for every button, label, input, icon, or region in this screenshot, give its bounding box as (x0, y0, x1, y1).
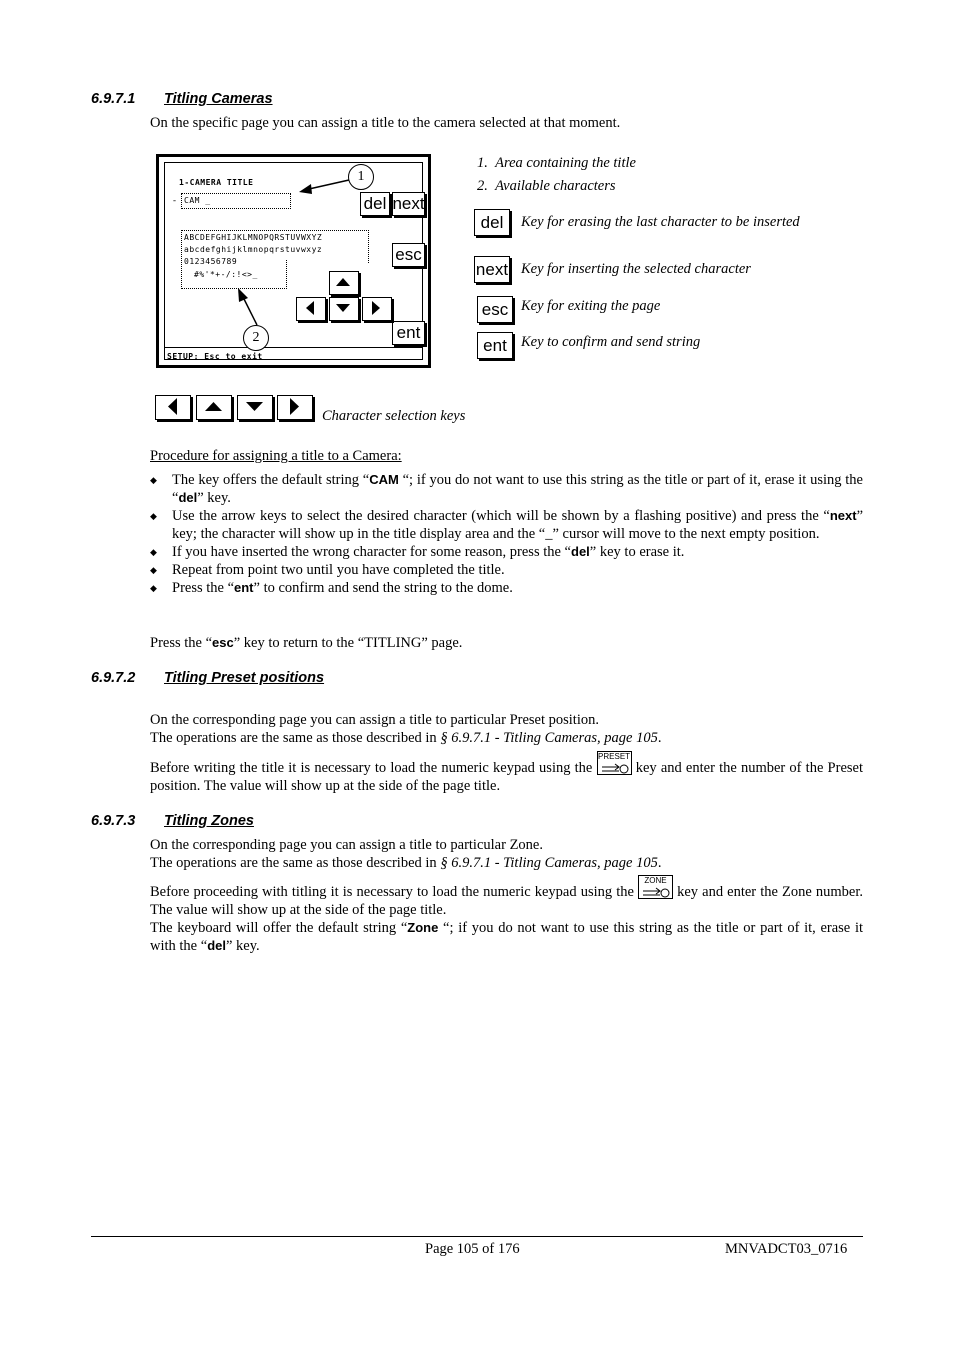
legend-item-1: 1. Area containing the title (477, 155, 636, 171)
down-arrow-icon (238, 396, 270, 417)
screen-status-text: SETUP: Esc to exit (167, 352, 263, 361)
chars-line-digits: 0123456789 (184, 257, 238, 266)
legend-item-2: 2. Available characters (477, 178, 616, 194)
legend-esc-key: esc (477, 296, 513, 323)
section-heading-6-9-7-2: 6.9.7.2 Titling Preset positions (91, 670, 325, 686)
zone-default-string-text: The keyboard will offer the default string “Zone “; if you do not want to use this string as the title or part of it, erase it with the “del” key. (150, 920, 863, 954)
footer-rule (91, 1236, 863, 1237)
char-right-key (277, 395, 313, 420)
legend-ent-key: ent (477, 332, 513, 359)
footer-page-number: Page 105 of 176 (425, 1241, 520, 1257)
up-arrow-icon (197, 396, 229, 417)
screen-next-button[interactable]: next (392, 192, 425, 216)
list-item: ◆ Press the “ent” to confirm and send the string to the dome. (150, 579, 863, 597)
preset-key-icon: PRESET (597, 751, 632, 775)
screen-esc-button[interactable]: esc (392, 243, 425, 267)
zone-reference: The operations are the same as those described in § 6.9.7.1 - Titling Cameras, page 105. (150, 855, 662, 871)
list-item: ◆ The key offers the default string “CAM “; if you do not want to use this string as the title or part of it, erase it using the “del” key. (150, 471, 863, 507)
title-field-text: CAM _ (184, 196, 211, 205)
section-heading-6-9-7-1: 6.9.7.1 Titling Cameras (91, 91, 273, 107)
preset-intro: On the corresponding page you can assign a title to particular Preset position. (150, 712, 599, 728)
char-left-key (155, 395, 191, 420)
zone-keypad-text: Before proceeding with titling it is necessary to load the numeric keypad using the ZONE key and enter the Zone number. The value will show up at the side of the page title. (150, 875, 863, 918)
camera-title-screen (156, 154, 431, 368)
footer-doc-code: MNVADCT03_0716 (725, 1241, 848, 1257)
legend-del-key: del (474, 209, 510, 236)
screen-dash-mark: - (173, 195, 176, 205)
zone-intro: On the corresponding page you can assign a title to particular Zone. (150, 837, 543, 853)
cross-reference-link[interactable]: § 6.9.7.1 - Titling Cameras, page 105 (440, 855, 658, 871)
list-item: ◆ Use the arrow keys to select the desired character (which will be shown by a flashing positive) and press the “next” key; the character will show up in the title display area and the “_” cursor will move to the next empty position. (150, 507, 863, 543)
section-heading-6-9-7-3: 6.9.7.3 Titling Zones (91, 813, 254, 829)
char-up-key (196, 395, 232, 420)
screen-del-button[interactable]: del (360, 192, 390, 216)
procedure-heading: Procedure for assigning a title to a Camera: (150, 448, 402, 464)
chars-line-lower: abcdefghijklmnopqrstuvwxyz (184, 245, 323, 254)
right-arrow-icon (278, 396, 310, 417)
legend-esc-desc: Key for exiting the page (521, 298, 661, 314)
left-arrow-icon (156, 396, 188, 417)
callout-2: 2 (243, 325, 269, 351)
zone-key-icon: ZONE (638, 875, 673, 899)
list-item: ◆ If you have inserted the wrong character for some reason, press the “del” key to erase it. (150, 543, 863, 561)
chars-line-symbols: #%'*+-/:!<>_ (194, 270, 258, 279)
section-intro: On the specific page you can assign a title to the camera selected at that moment. (150, 115, 621, 131)
legend-ent-desc: Key to confirm and send string (521, 334, 701, 350)
chars-line-upper: ABCDEFGHIJKLMNOPQRSTUVWXYZ (184, 233, 323, 242)
preset-keypad-text: Before writing the title it is necessary to load the numeric keypad using the PRESET key and enter the number of the Preset position. The value will show up at the side of the page title. (150, 751, 863, 794)
char-down-key (237, 395, 273, 420)
legend-next-key: next (474, 256, 510, 283)
preset-reference: The operations are the same as those described in § 6.9.7.1 - Titling Cameras, page 105. (150, 730, 662, 746)
callout-arrows (159, 157, 434, 371)
cross-reference-link[interactable]: § 6.9.7.1 - Titling Cameras, page 105 (440, 730, 658, 746)
legend-next-desc: Key for inserting the selected character (521, 261, 751, 277)
screen-title: 1-CAMERA TITLE (179, 178, 254, 187)
legend-del-desc: Key for erasing the last character to be inserted (521, 214, 800, 230)
esc-return-text: Press the “esc” key to return to the “TITLING” page. (150, 635, 463, 651)
callout-1: 1 (348, 164, 374, 190)
list-item: ◆ Repeat from point two until you have completed the title. (150, 561, 863, 579)
screen-ent-button[interactable]: ent (392, 321, 425, 345)
char-selection-label: Character selection keys (322, 408, 466, 424)
procedure-list (150, 471, 863, 597)
